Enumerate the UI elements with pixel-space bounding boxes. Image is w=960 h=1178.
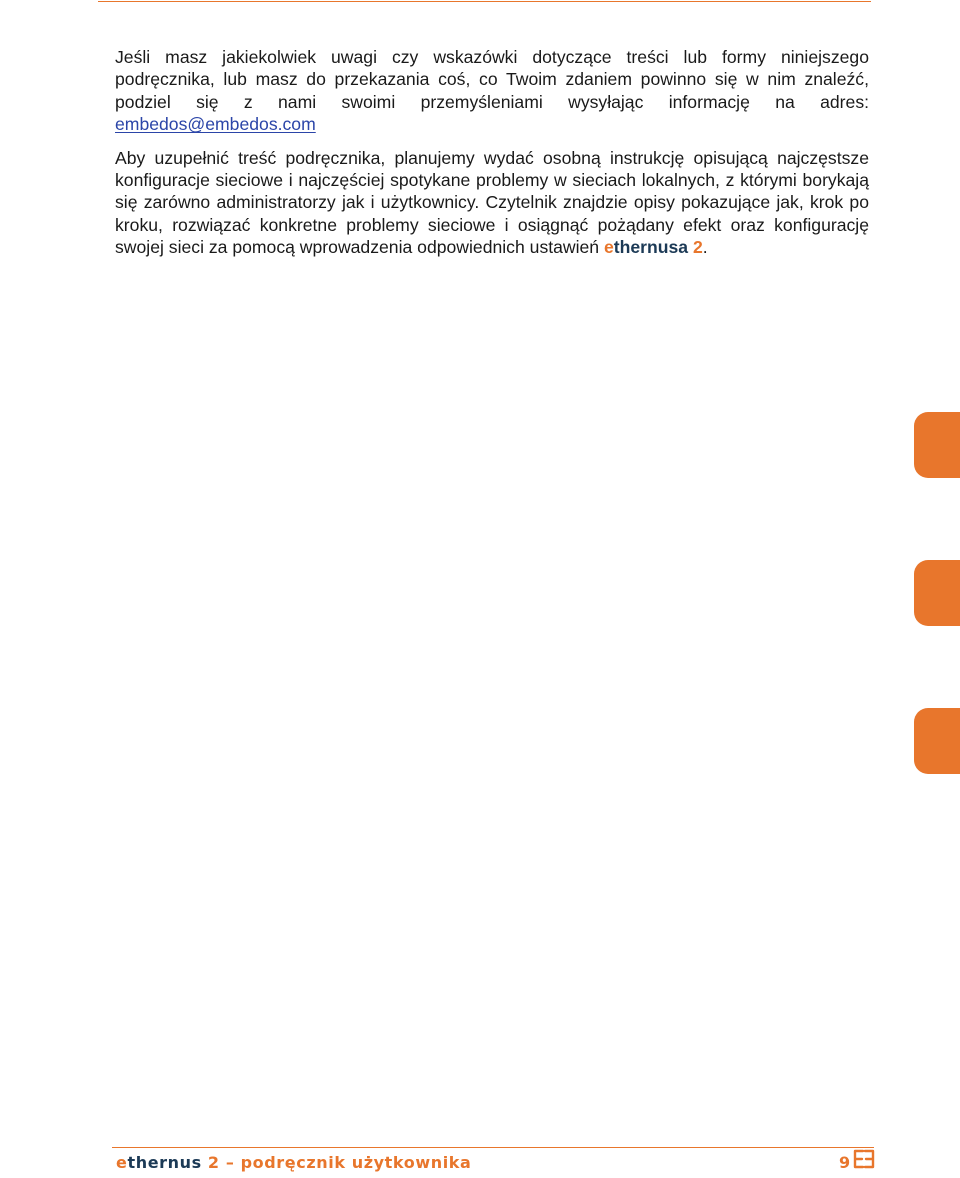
- document-body: [115, 46, 869, 270]
- paragraph-end: .: [702, 237, 708, 258]
- footer-subtitle: podręcznik użytkownika: [240, 1153, 472, 1172]
- footer-title: [116, 1153, 471, 1172]
- side-tab-marker-1: [914, 412, 960, 478]
- footer-brand-number: 2: [201, 1153, 220, 1172]
- footer-separator: –: [219, 1153, 241, 1172]
- email-link[interactable]: embedos@embedos.com: [115, 114, 316, 135]
- paragraph-feedback: [115, 46, 869, 136]
- paragraph-feedback-text: Jeśli masz jakiekolwiek uwagi czy wskazówki dotyczące treści lub formy niniejszego podręcznika, lub masz do przekazania coś, co Twoim zdaniem powinno się w nim znaleźć, podziel się z nami swoimi przemyśleniami wysyłając informację na adres:: [115, 47, 869, 112]
- footer-rule: [112, 1147, 874, 1148]
- page-number: 9: [839, 1153, 851, 1172]
- paragraph-planned-guide: [115, 147, 869, 259]
- brand-e: e: [603, 237, 614, 258]
- footer-brand-e: e: [116, 1153, 128, 1172]
- side-tab-marker-2: [914, 560, 960, 626]
- brand-name: thernusa: [613, 237, 689, 258]
- footer-brand-name: thernus: [127, 1153, 202, 1172]
- brand-number: 2: [688, 237, 703, 258]
- paragraph-planned-guide-text: Aby uzupełnić treść podręcznika, planujemy wydać osobną instrukcję opisującą najczęstsze konfiguracje sieciowe i najczęściej spotykane problemy w sieciach lokalnych, z którymi borykają się zarówno administratorzy jak i użytkownicy. Czytelnik znajdzie opisy pokazujące jak, krok po kroku, rozwiązać konkretne problemy sieciowe i osiągnąć pożądany efekt oraz konfigurację swojej sieci za pomocą wprowadzenia odpowiednich ustawień: [115, 147, 869, 258]
- side-tab-marker-3: [914, 708, 960, 774]
- ethernus-logo-icon: [852, 1146, 876, 1172]
- top-rule: [98, 1, 871, 2]
